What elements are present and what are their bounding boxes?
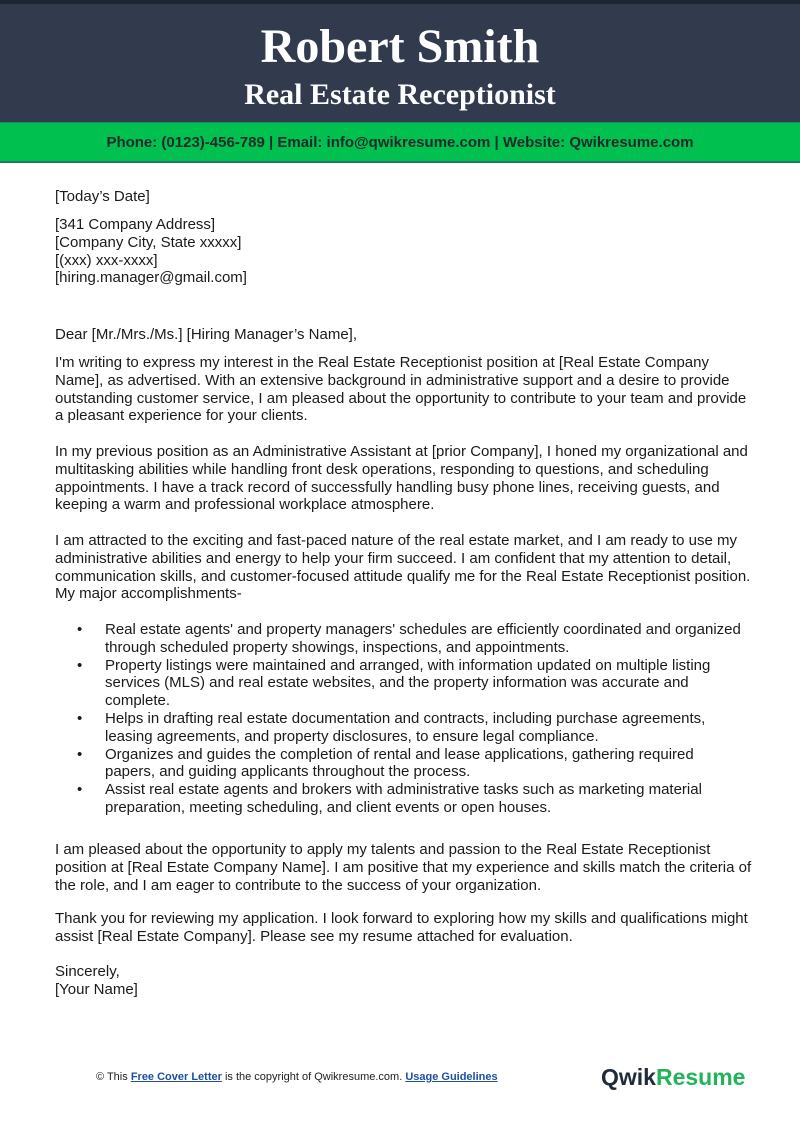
date: [Today’s Date] (55, 188, 150, 205)
paragraph: In my previous position as an Administrative Assistant at [prior Company], I honed my organizational and multitasking abilities while handling front desk operations, responding to questions, and scheduling appointments. I have a track record of successfully handling busy phone lines, receiving guests, and keeping a warm and professional workplace atmosphere. (55, 443, 748, 514)
header-banner (0, 0, 800, 122)
list-item: • Organizes and guides the completion of rental and lease applications, gathering required papers, and guiding applicants throughout the process. (55, 746, 745, 782)
job-title: Real Estate Receptionist (244, 78, 556, 111)
list-item: • Property listings were maintained and arranged, with information updated on multiple listing services (MLS) and real estate websites, and the property information was accurate and complete. (55, 657, 745, 710)
signoff: Sincerely, (55, 963, 120, 980)
usage-guidelines-link[interactable]: Usage Guidelines (405, 1071, 498, 1083)
recipient-address (55, 216, 755, 287)
paragraph: Thank you for reviewing my application. I look forward to exploring how my skills and qualifications might assist [Real Estate Company]. Please see my resume attached for evaluation. (55, 910, 748, 945)
address-line: [hiring.manager@gmail.com] (55, 269, 247, 287)
accomplishments-list (55, 621, 745, 817)
footer-text: © This (96, 1071, 131, 1083)
list-item: • Real estate agents' and property managers' schedules are efficiently coordinated and organized through scheduled property showings, inspections, and appointments. (55, 621, 745, 657)
address-line: [(xxx) xxx-xxxx] (55, 251, 158, 269)
logo-part: Qwik (601, 1064, 656, 1090)
paragraph: I am pleased about the opportunity to apply my talents and passion to the Real Estate Receptionist position at [Real Estate Company Name]. I am positive that my experience and skills match the criteria of the role, and I am eager to contribute to the success of your organization. (55, 841, 752, 894)
list-item: • Helps in drafting real estate documentation and contracts, including purchase agreements, leasing agreements, and property disclosures, to ensure legal compliance. (55, 710, 745, 746)
qwikresume-logo (601, 1064, 745, 1091)
logo-part: Resume (655, 1064, 746, 1090)
footer-copyright (96, 1071, 498, 1083)
paragraph: I'm writing to express my interest in the Real Estate Receptionist position at [Real Estate Company Name], as advertised. With an extensive background in administrative support and a desire to provide outstanding customer service, I am pleased about the opportunity to contribute to your team and provide a pleasant experience for your clients. (55, 354, 747, 425)
list-item: • Assist real estate agents and brokers with administrative tasks such as marketing material preparation, meeting scheduling, and client events or open houses. (55, 781, 745, 817)
applicant-name: Robert Smith (260, 20, 540, 73)
footer-text: is the copyright of Qwikresume.com. (221, 1071, 406, 1083)
salutation: Dear [Mr./Mrs./Ms.] [Hiring Manager’s Name], (55, 326, 358, 343)
free-cover-letter-link[interactable]: Free Cover Letter (130, 1071, 222, 1083)
address-line: [341 Company Address] (55, 216, 216, 233)
paragraph: I am attracted to the exciting and fast-paced nature of the real estate market, and I am ready to use my administrative abilities and energy to help your firm succeed. I am confident that my attention to detail, communication skills, and customer-focused attitude qualify me for the Real Estate Receptionist position. My major accomplishments- (55, 532, 751, 603)
contact-bar: Phone: (0123)-456-789 | Email: info@qwikresume.com | Website: Qwikresume.com (0, 122, 800, 163)
signature: [Your Name] (55, 981, 138, 998)
address-line: [Company City, State xxxxx] (55, 233, 242, 251)
